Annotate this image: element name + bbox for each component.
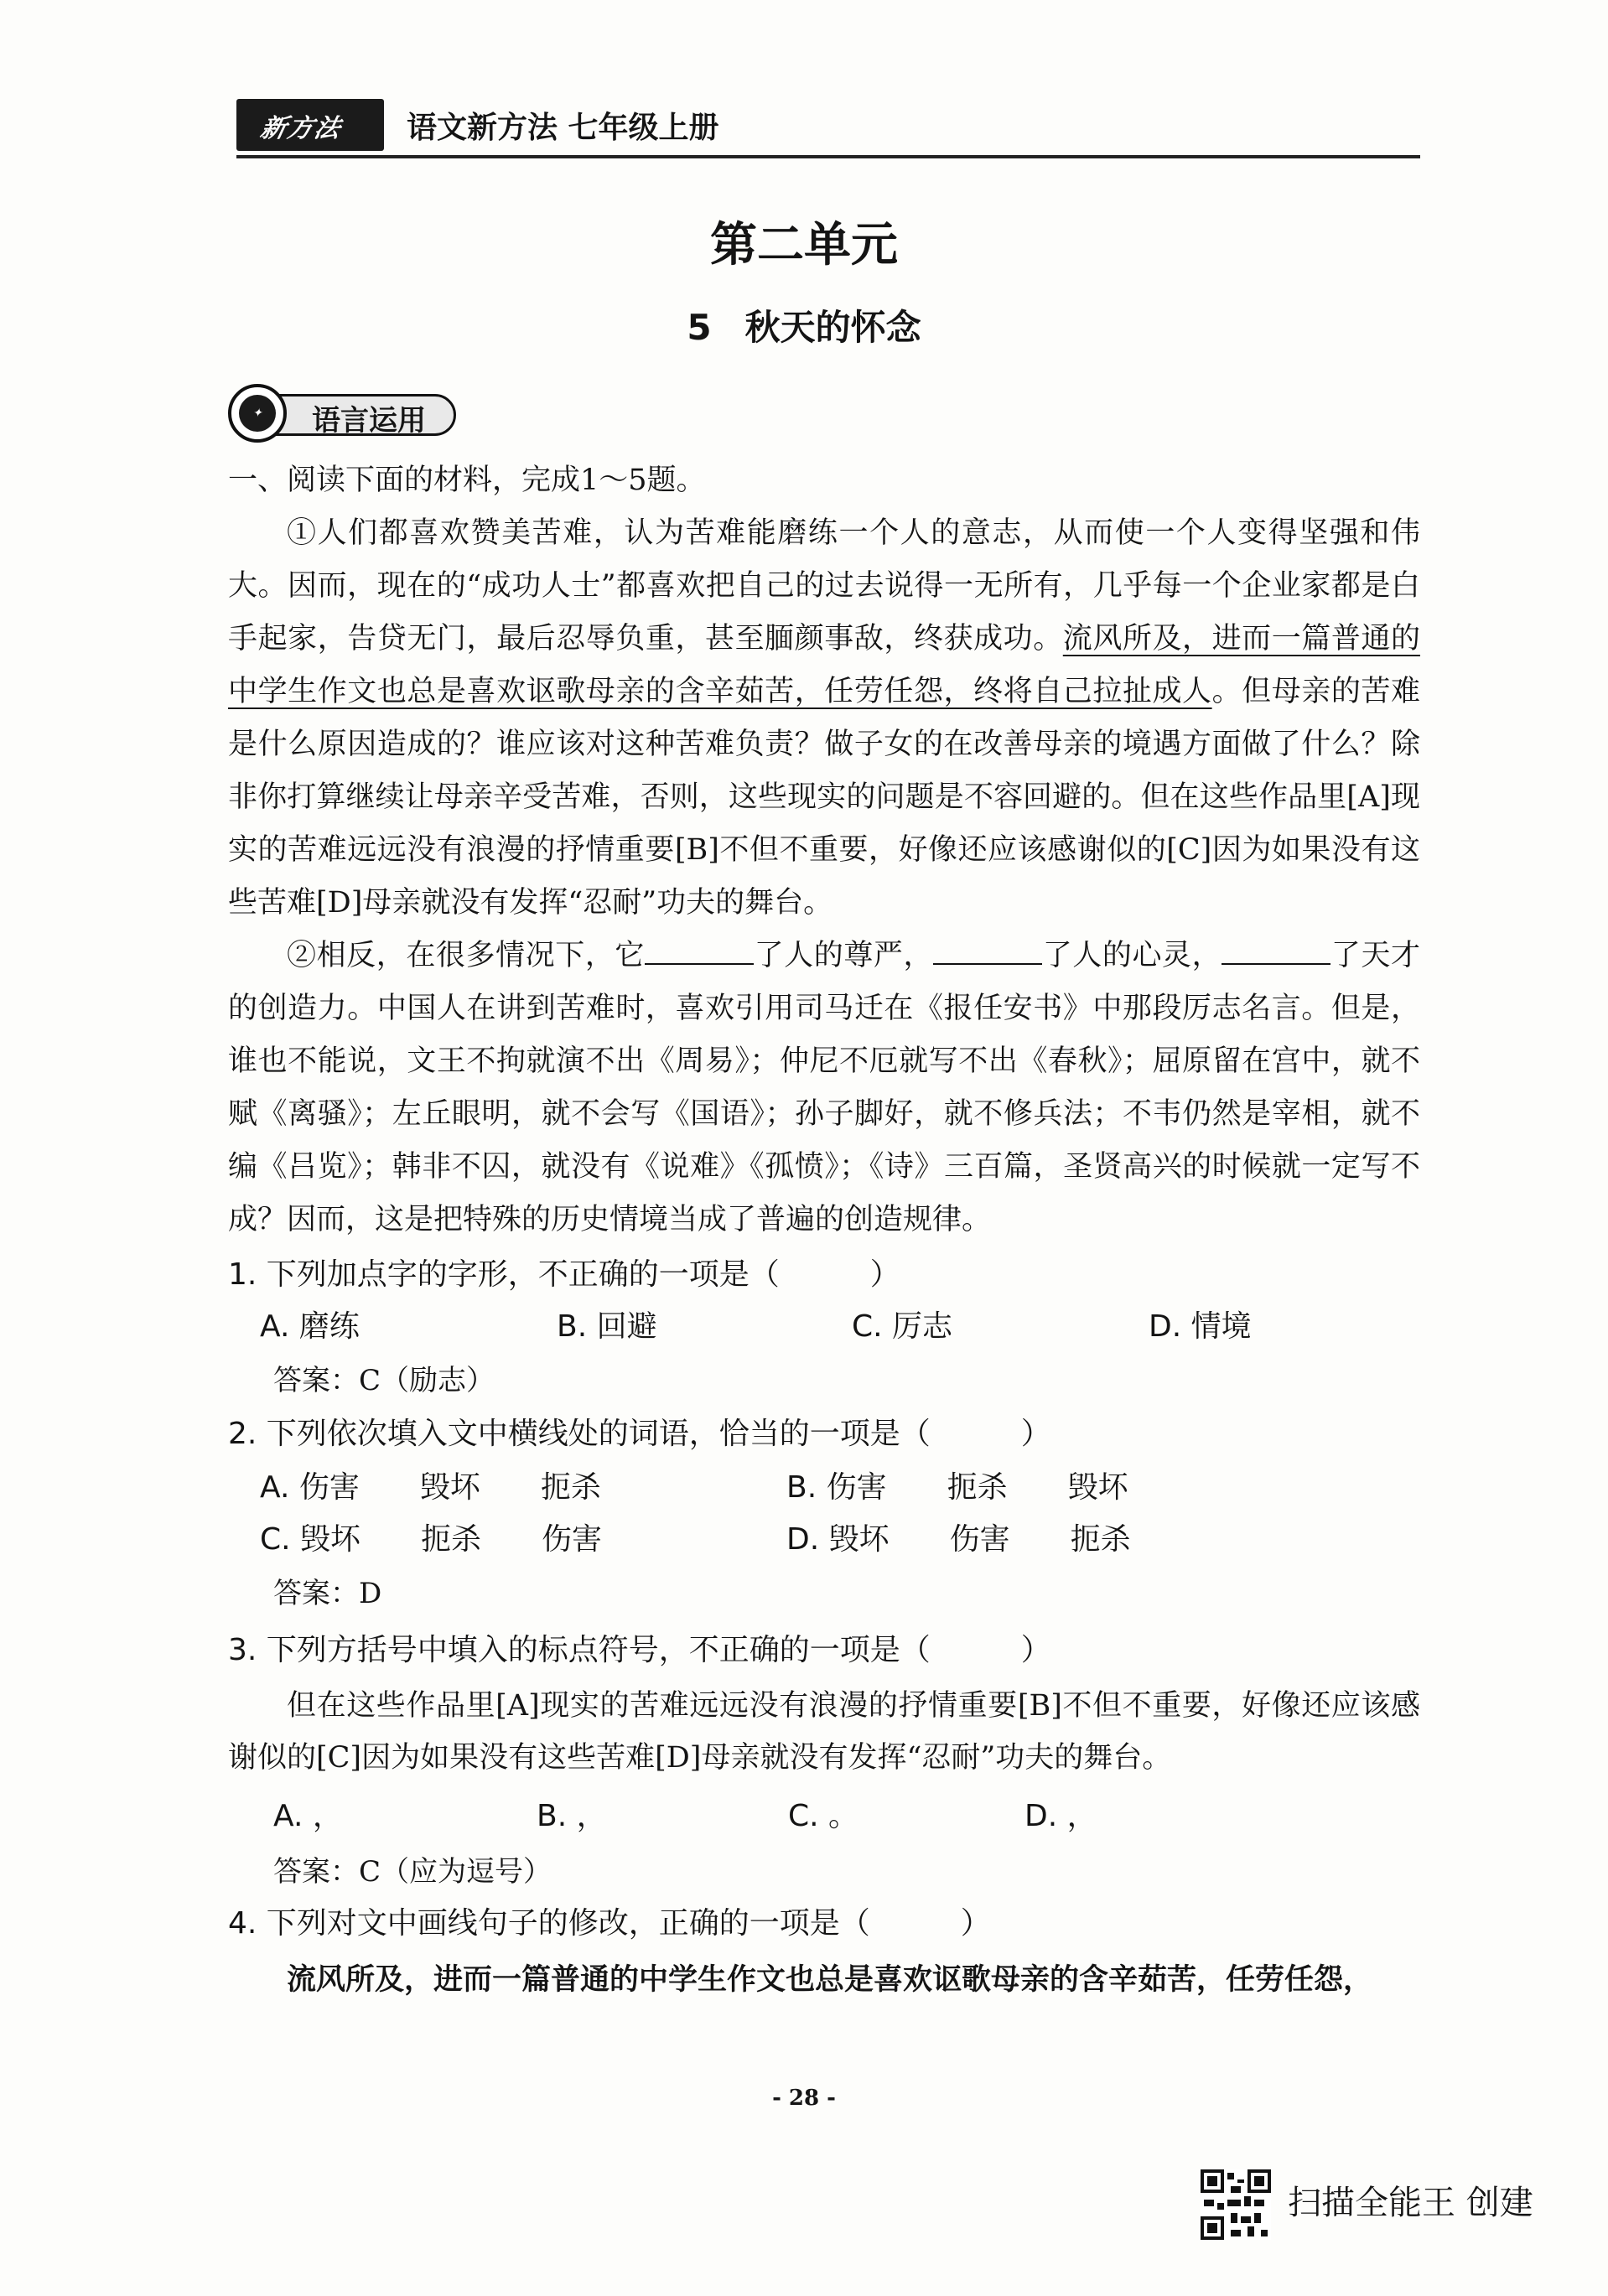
unit-title: 第二单元 [710, 218, 898, 272]
q2-option-b: B. 伤害 扼杀 毁坏 [786, 1470, 1128, 1505]
underlined-sentence: 流风所及，进而一篇普通的中学生作文也总是喜欢讴歌母亲的含辛茹苦，任劳任怨，终将自己拉扯成人 [228, 622, 1420, 708]
question-1-stem: 1. 下列加点字的字形，不正确的一项是（ ） [228, 1257, 900, 1292]
q2-answer: 答案：D [273, 1577, 382, 1610]
fill-blank-1 [645, 938, 754, 965]
q2-option-d: D. 毁坏 伤害 扼杀 [786, 1522, 1131, 1557]
passage-p2-a: ②相反，在很多情况下，它 [287, 939, 646, 972]
question-2-stem: 2. 下列依次填入文中横线处的词语，恰当的一项是（ ） [228, 1417, 1051, 1451]
qr-code-icon [1201, 2169, 1271, 2240]
q3-option-a: A. ， [273, 1799, 343, 1833]
section-badge [228, 384, 463, 443]
q1-option-d: D. 情境 [1149, 1309, 1252, 1344]
lesson-title [0, 300, 1608, 350]
lesson-name: 秋天的怀念 [744, 307, 921, 348]
book-title: 语文新方法 七年级上册 [407, 111, 719, 145]
q3-answer: 答案：C（应为逗号） [273, 1855, 552, 1889]
q1-option-a: A. 磨练 [260, 1309, 360, 1344]
question-4-stem: 4. 下列对文中画线句子的修改，正确的一项是（ ） [228, 1906, 991, 1941]
q2-option-a: A. 伤害 毁坏 扼杀 [260, 1470, 601, 1505]
task-intro: 一、阅读下面的材料，完成1～5题。 [228, 464, 706, 497]
passage-p2-b: 了人的尊严， [754, 939, 934, 972]
publisher-logo: 新方法 [236, 99, 384, 151]
passage-p1-end: 。但母亲的苦难是什么原因造成的？谁应该对这种苦难负责？做子女的在改善母亲的境遇方面做了什么？除非你打算继续让母亲辛受苦难，否则，这些现实的问题是不容回避的。但在这些作品里[A]现实的苦难远远没有浪漫的抒情重要[B]不但不重要，好像还应该感谢似的[C]因为如果没有这些苦难[D]母亲就没有发挥“忍耐”功夫的舞台。 [228, 675, 1420, 920]
lesson-number: 5 [687, 307, 712, 348]
header-divider [236, 155, 1420, 158]
owl-logo-inner: ✦ [239, 395, 276, 432]
passage-p1-start: ①人们都喜欢赞美苦难，认为苦难能磨练一个人的意志，从而使一个人变得坚强和伟大。因而，现在的“成功人士”都喜欢把自己的过去说得一无所有，几乎每一个企业家都是白手起家，告贷无门，最后忍辱负重，甚至腼颜事敌，终获成功。 [228, 516, 1420, 656]
q4-quote: 流风所及，进而一篇普通的中学生作文也总是喜欢讴歌母亲的含辛茹苦，任劳任怨， [287, 1962, 1373, 1997]
section-label: 语言运用 [312, 404, 426, 438]
fill-blank-3 [1222, 938, 1330, 965]
q3-option-b: B. ， [537, 1799, 607, 1833]
page-number: - 28 - [772, 2086, 836, 2111]
q1-option-c: C. 厉志 [852, 1309, 953, 1344]
passage-p2-d: 了天才的创造力。中国人在讲到苦难时，喜欢引用司马迁在《报任安书》中那段厉志名言。但是，谁也不能说，文王不拘就演不出《周易》；仲尼不厄就写不出《春秋》；屈原留在宫中，就不赋《离骚》；左丘眼明，就不会写《国语》；孙子脚好，就不修兵法；不韦仍然是宰相，就不编《吕览》；韩非不囚，就没有《说难》《孤愤》；《诗》三百篇，圣贤高兴的时候就一定写不成？因而，这是把特殊的历史情境当成了普遍的创造规律。 [228, 939, 1420, 1236]
fill-blank-2 [933, 938, 1042, 965]
q3-option-d: D. ， [1024, 1799, 1097, 1833]
q1-option-b: B. 回避 [557, 1309, 657, 1344]
q1-answer: 答案：C（励志） [273, 1364, 495, 1397]
owl-logo-icon [228, 384, 287, 443]
passage-p2-c: 了人的心灵， [1042, 939, 1222, 972]
passage-paragraph-2 [228, 930, 1420, 1246]
q2-option-c: C. 毁坏 扼杀 伤害 [260, 1522, 603, 1557]
scanner-watermark: 扫描全能王 创建 [1288, 2184, 1533, 2222]
passage-paragraph-1 [228, 507, 1420, 930]
q3-quote: 但在这些作品里[A]现实的苦难远远没有浪漫的抒情重要[B]不但不重要，好像还应该感谢似的[C]因为如果没有这些苦难[D]母亲就没有发挥“忍耐”功夫的舞台。 [228, 1689, 1420, 1775]
question-3-stem: 3. 下列方括号中填入的标点符号，不正确的一项是（ ） [228, 1633, 1051, 1667]
q3-option-c: C. 。 [788, 1799, 859, 1833]
